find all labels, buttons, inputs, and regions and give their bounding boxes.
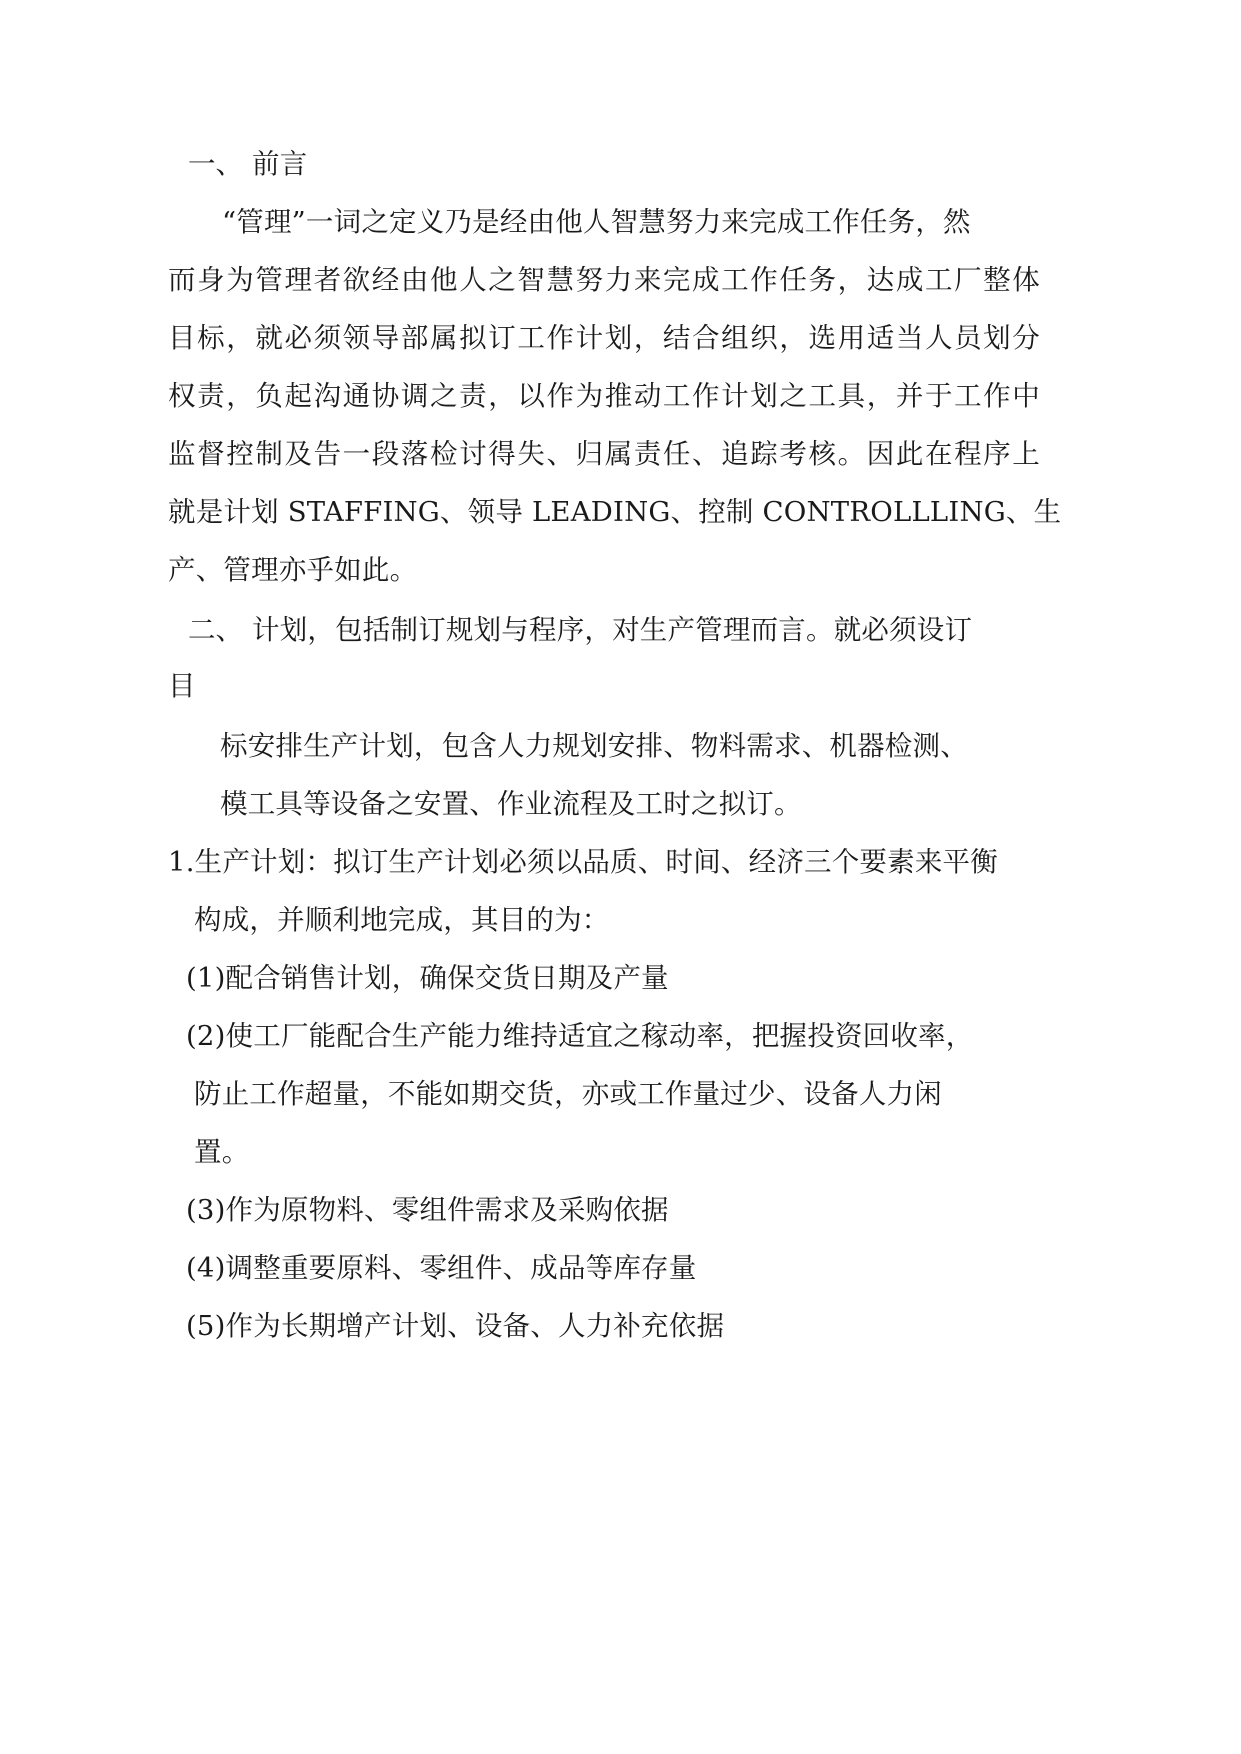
subitem-5: (5)作为长期增产计划、设备、人力补充依据 — [186, 1310, 725, 1342]
section-1-number: 一、 — [188, 148, 243, 180]
section-1-paragraph-line: “管理”一词之定义乃是经由他人智慧努力来完成工作任务，然 — [222, 206, 971, 238]
section-1-paragraph-line: 而身为管理者欲经由他人之智慧努力来完成工作任务，达成工厂整体 — [168, 264, 1040, 296]
section-1-paragraph-line: 目标，就必须领导部属拟订工作计划，结合组织，选用适当人员划分 — [168, 322, 1040, 354]
section-1-paragraph-line: 产、管理亦乎如此。 — [168, 554, 418, 586]
section-2-title-line: 目 — [168, 670, 196, 702]
subitem-2-line: (2)使工厂能配合生产能力维持适宜之稼动率，把握投资回收率， — [186, 1020, 974, 1052]
item-1-line: 1.生产计划：拟订生产计划必须以品质、时间、经济三个要素来平衡 — [168, 846, 998, 878]
section-2-continuation-line: 模工具等设备之安置、作业流程及工时之拟订。 — [220, 788, 802, 820]
item-1-line: 构成，并顺利地完成，其目的为： — [194, 904, 610, 936]
section-1-paragraph-line: 就是计划 STAFFING、领导 LEADING、控制 CONTROLLLING、生 — [168, 496, 1062, 528]
section-2-number: 二、 — [188, 614, 243, 646]
subitem-4: (4)调整重要原料、零组件、成品等库存量 — [186, 1252, 697, 1284]
section-1-title: 前言 — [252, 148, 308, 180]
section-1-paragraph-line: 权责，负起沟通协调之责，以作为推动工作计划之工具，并于工作中 — [168, 380, 1040, 412]
section-2-title-line: 计划，包括制订规划与程序，对生产管理而言。就必须设订 — [252, 614, 973, 646]
section-1-paragraph-line: 监督控制及告一段落检讨得失、归属责任、追踪考核。因此在程序上 — [168, 438, 1040, 470]
subitem-1: (1)配合销售计划，确保交货日期及产量 — [186, 962, 669, 994]
subitem-2-line: 防止工作超量，不能如期交货，亦或工作量过少、设备人力闲 — [194, 1078, 942, 1110]
subitem-2-line: 置。 — [194, 1136, 250, 1168]
subitem-3: (3)作为原物料、零组件需求及采购依据 — [186, 1194, 669, 1226]
section-2-continuation-line: 标安排生产计划，包含人力规划安排、物料需求、机器检测、 — [220, 730, 968, 762]
